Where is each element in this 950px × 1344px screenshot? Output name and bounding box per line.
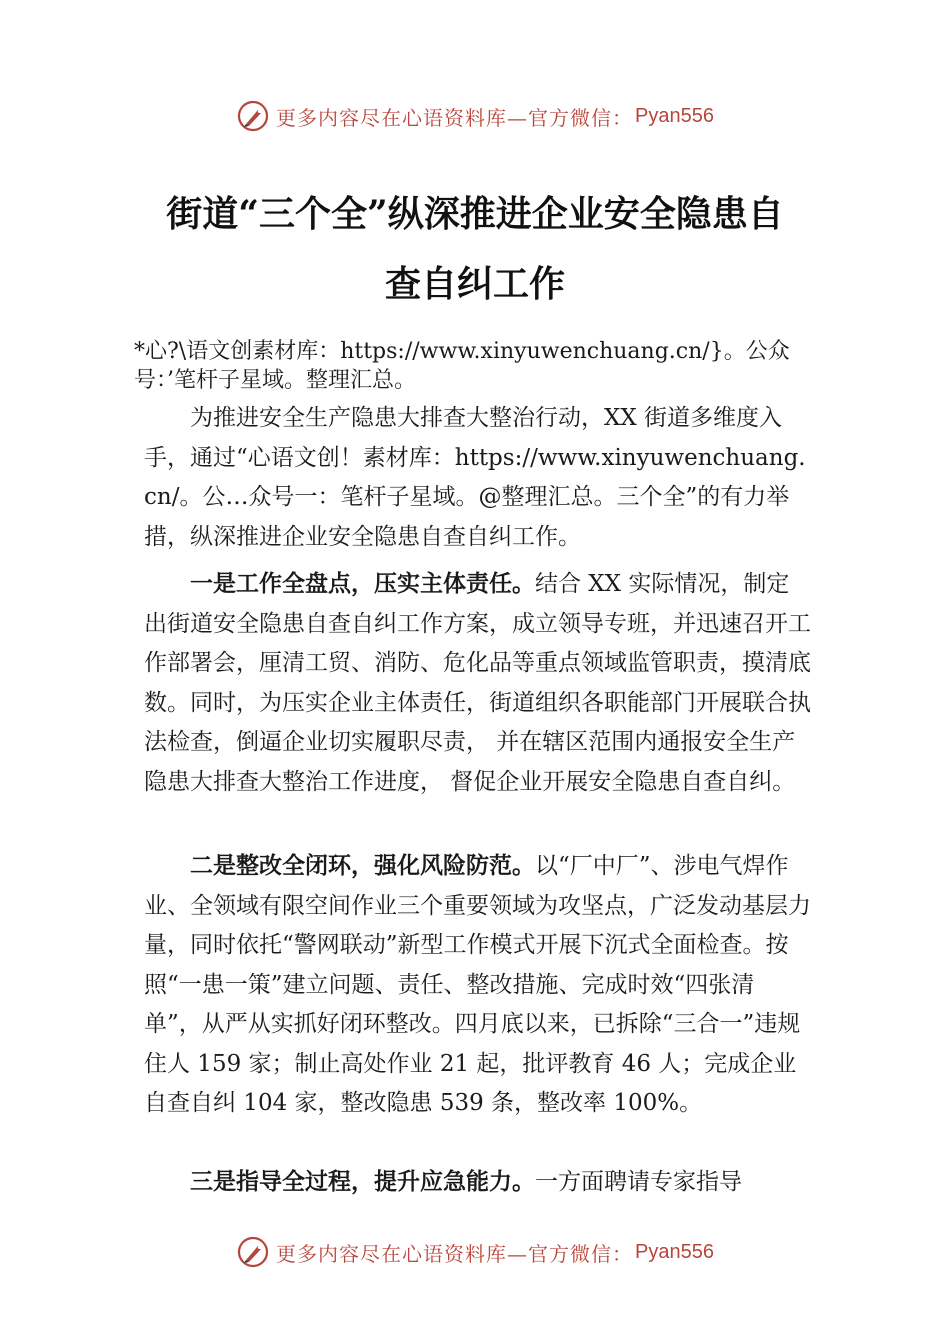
source-note: *心?\语文创素材库：https://www.xinyuwenchuang.cn/}。公众号：’笔杆子星域。整理汇总。 bbox=[134, 339, 790, 393]
banner-text: 更多内容尽在心语资料库—官方微信： bbox=[276, 105, 634, 130]
pen-nib-logo-icon bbox=[236, 99, 270, 133]
section-paragraph-2 bbox=[144, 847, 812, 1124]
section-paragraph-3 bbox=[144, 1163, 812, 1203]
pen-nib-logo-icon bbox=[236, 1235, 270, 1269]
section-body-3: 一方面聘请专家指导 bbox=[535, 1169, 742, 1195]
footer-banner-wechat-id: Pyan556 bbox=[635, 1240, 714, 1263]
document-title-line-2: 查自纠工作 bbox=[384, 263, 565, 305]
footer-banner bbox=[0, 1230, 950, 1274]
document-title-line-1: 街道“三个全”纵深推进企业安全隐患自 bbox=[166, 193, 784, 235]
section-body-1: 结合 XX 实际情况，制定出街道安全隐患自查自纠工作方案，成立领导专班，并迅速召开工作部署会，厘清工贸、消防、危化品等重点领域监管职责，摸清底数。同时，为压实企业主体责任，街道组织各职能部门开展联合执法检查，倒逼企业切实履职尽责， 并在辖区范围内通报安全生产隐患大排查大整治工作进度， 督促企业开展安全隐患自查自纠。 bbox=[144, 571, 811, 795]
banner-wechat-id: Pyan556 bbox=[635, 104, 714, 127]
section-heading-2: 二是整改全闭环，强化风险防范。 bbox=[190, 853, 535, 879]
footer-banner-text: 更多内容尽在心语资料库—官方微信： bbox=[276, 1241, 634, 1266]
section-heading-1: 一是工作全盘点，压实主体责任。 bbox=[190, 571, 535, 597]
section-heading-3: 三是指导全过程，提升应急能力。 bbox=[190, 1169, 535, 1195]
header-banner bbox=[0, 94, 950, 138]
section-body-2: 以“厂中厂”、涉电气焊作业、全领域有限空间作业三个重要领域为攻坚点，广泛发动基层力量，同时依托“警网联动”新型工作模式开展下沉式全面检查。按照“一患一策”建立问题、责任、整改措施、完成时效“四张清单”，从严从实抓好闭环整改。四月底以来，已拆除“三合一”违规住人 159 家；制止高处作业 21 起，批评教育 46 人；完成企业自查自纠 104 家，整改隐患 539 条，整改率 100%。 bbox=[144, 853, 811, 1116]
section-paragraph-1 bbox=[144, 565, 812, 802]
lead-paragraph: 为推进安全生产隐患大排查大整治行动，XX 街道多维度入手，通过“心语文创！素材库：https://www.xinyuwenchuang.cn/。公…众号一：笔杆子星域。@整理汇总。三个全”的有力举措，纵深推进企业安全隐患自查自纠工作。 bbox=[144, 405, 806, 550]
